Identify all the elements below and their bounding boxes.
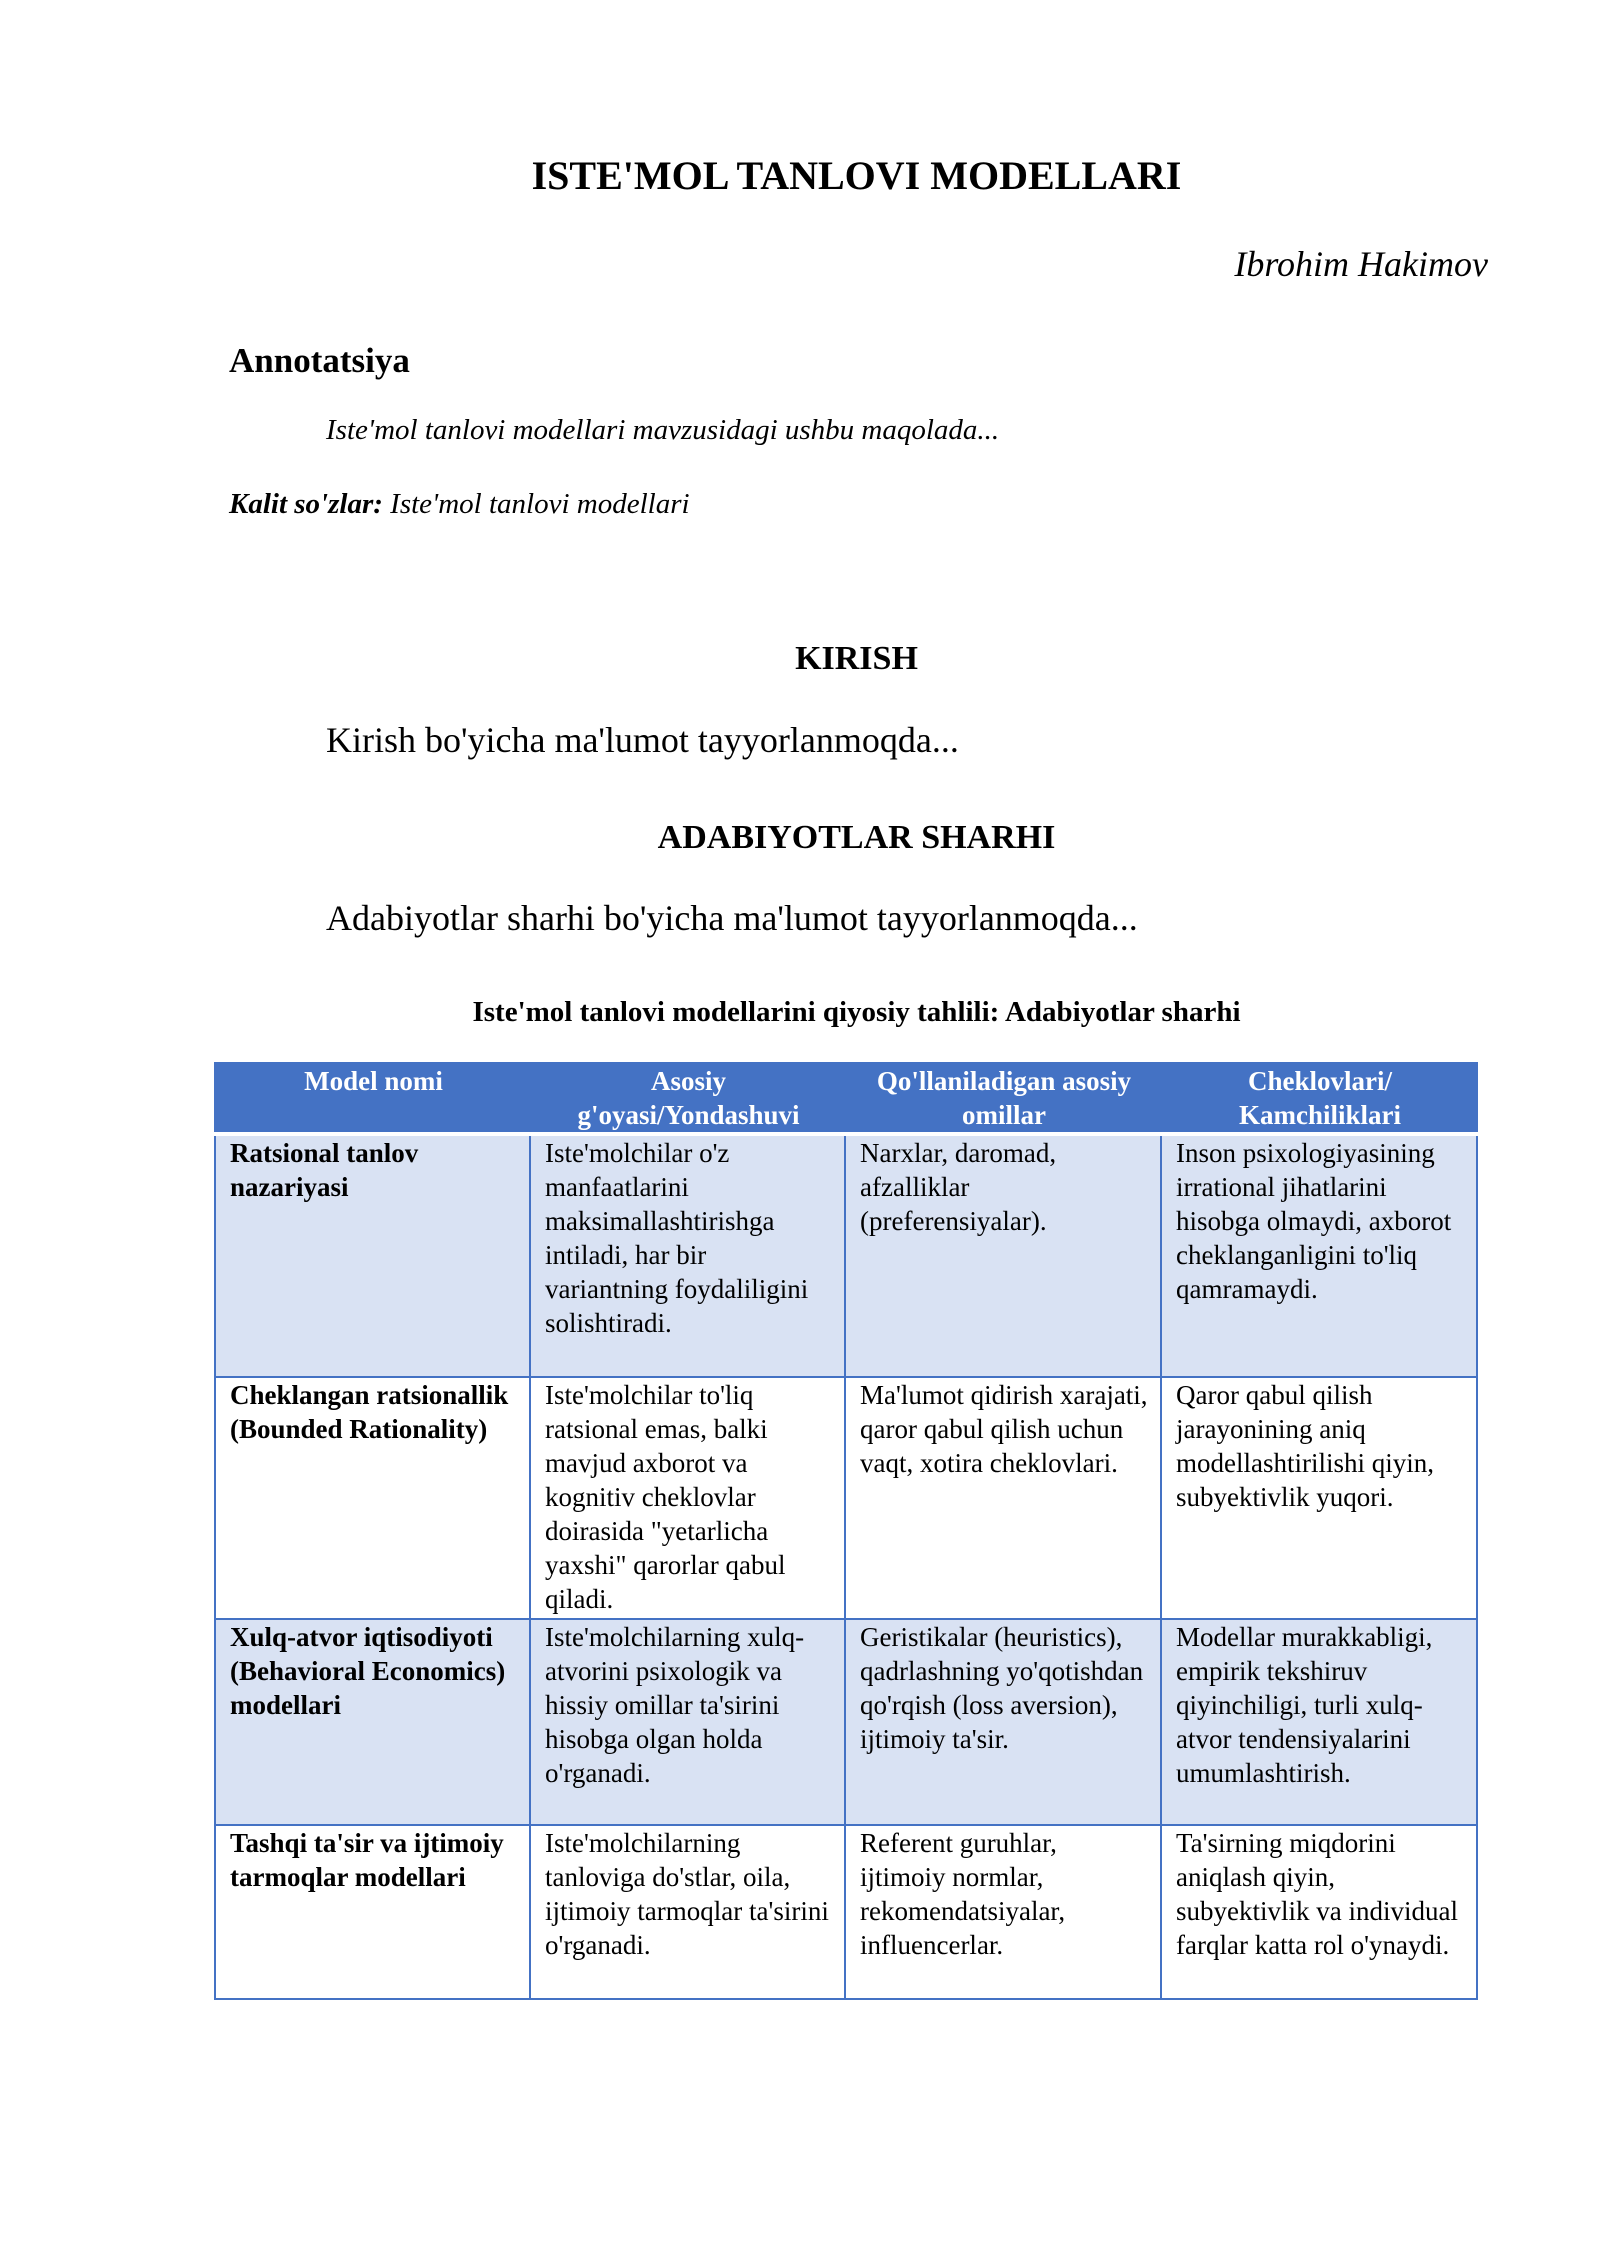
table-row — [215, 1134, 1477, 1377]
cell-factors: Narxlar, daromad, afzalliklar (preferensiyalar). — [845, 1134, 1161, 1377]
keywords-value: Iste'mol tanlovi modellari — [390, 488, 690, 520]
column-header-limitations: Cheklovlari/ Kamchiliklari — [1161, 1063, 1477, 1134]
cell-model-name: Cheklangan ratsionallik (Bounded Rationality) — [215, 1377, 530, 1619]
table-row — [215, 1377, 1477, 1619]
cell-model-name: Ratsional tanlov nazariyasi — [215, 1134, 530, 1377]
keywords-line — [229, 486, 690, 522]
introduction-heading: KIRISH — [795, 640, 918, 677]
column-header-model-name: Model nomi — [215, 1063, 530, 1134]
cell-main-idea: Iste'molchilar to'liq ratsional emas, balki mavjud axborot va kognitiv cheklovlar doirasida "yetarlicha yaxshi" qarorlar qabul qiladi. — [530, 1377, 845, 1619]
table-caption: Iste'mol tanlovi modellarini qiyosiy tahlili: Adabiyotlar sharhi — [472, 996, 1241, 1028]
cell-model-name: Xulq-atvor iqtisodiyoti (Behavioral Economics) modellari — [215, 1619, 530, 1825]
page-title: ISTE'MOL TANLOVI MODELLARI — [531, 153, 1182, 198]
introduction-text: Kirish bo'yicha ma'lumot tayyorlanmoqda... — [326, 720, 959, 760]
cell-factors: Geristikalar (heuristics), qadrlashning yo'qotishdan qo'rqish (loss aversion), ijtimoiy ta'sir. — [845, 1619, 1161, 1825]
models-comparison-table — [214, 1062, 1478, 2000]
author-name: Ibrohim Hakimov — [1234, 244, 1488, 284]
abstract-heading: Annotatsiya — [229, 341, 410, 380]
literature-review-text: Adabiyotlar sharhi bo'yicha ma'lumot tayyorlanmoqda... — [326, 898, 1138, 938]
cell-limitations: Modellar murakkabligi, empirik tekshiruv qiyinchiligi, turli xulq-atvor tendensiyalarini umumlashtirish. — [1161, 1619, 1477, 1825]
table-header-row — [215, 1063, 1477, 1134]
table-row — [215, 1619, 1477, 1825]
cell-factors: Ma'lumot qidirish xarajati, qaror qabul qilish uchun vaqt, xotira cheklovlari. — [845, 1377, 1161, 1619]
cell-factors: Referent guruhlar, ijtimoiy normlar, rekomendatsiyalar, influencerlar. — [845, 1825, 1161, 1999]
table-row — [215, 1825, 1477, 1999]
column-header-main-idea: Asosiy g'oyasi/Yondashuvi — [530, 1063, 845, 1134]
cell-limitations: Inson psixologiyasining irrational jihatlarini hisobga olmaydi, axborot cheklanganligini to'liq qamramaydi. — [1161, 1134, 1477, 1377]
cell-main-idea: Iste'molchilarning xulq-atvorini psixologik va hissiy omillar ta'sirini hisobga olgan holda o'rganadi. — [530, 1619, 845, 1825]
keywords-label: Kalit so'zlar: — [229, 488, 383, 520]
abstract-text: Iste'mol tanlovi modellari mavzusidagi ushbu maqolada... — [326, 414, 1000, 446]
cell-main-idea: Iste'molchilar o'z manfaatlarini maksimallashtirishga intiladi, har bir variantning foydaliligini solishtiradi. — [530, 1134, 845, 1377]
cell-model-name: Tashqi ta'sir va ijtimoiy tarmoqlar modellari — [215, 1825, 530, 1999]
column-header-factors: Qo'llaniladigan asosiy omillar — [845, 1063, 1161, 1134]
cell-limitations: Qaror qabul qilish jarayonining aniq modellashtirilishi qiyin, subyektivlik yuqori. — [1161, 1377, 1477, 1619]
literature-review-heading: ADABIYOTLAR SHARHI — [657, 819, 1056, 856]
cell-main-idea: Iste'molchilarning tanloviga do'stlar, oila, ijtimoiy tarmoqlar ta'sirini o'rganadi. — [530, 1825, 845, 1999]
cell-limitations: Ta'sirning miqdorini aniqlash qiyin, subyektivlik va individual farqlar katta rol o'ynaydi. — [1161, 1825, 1477, 1999]
